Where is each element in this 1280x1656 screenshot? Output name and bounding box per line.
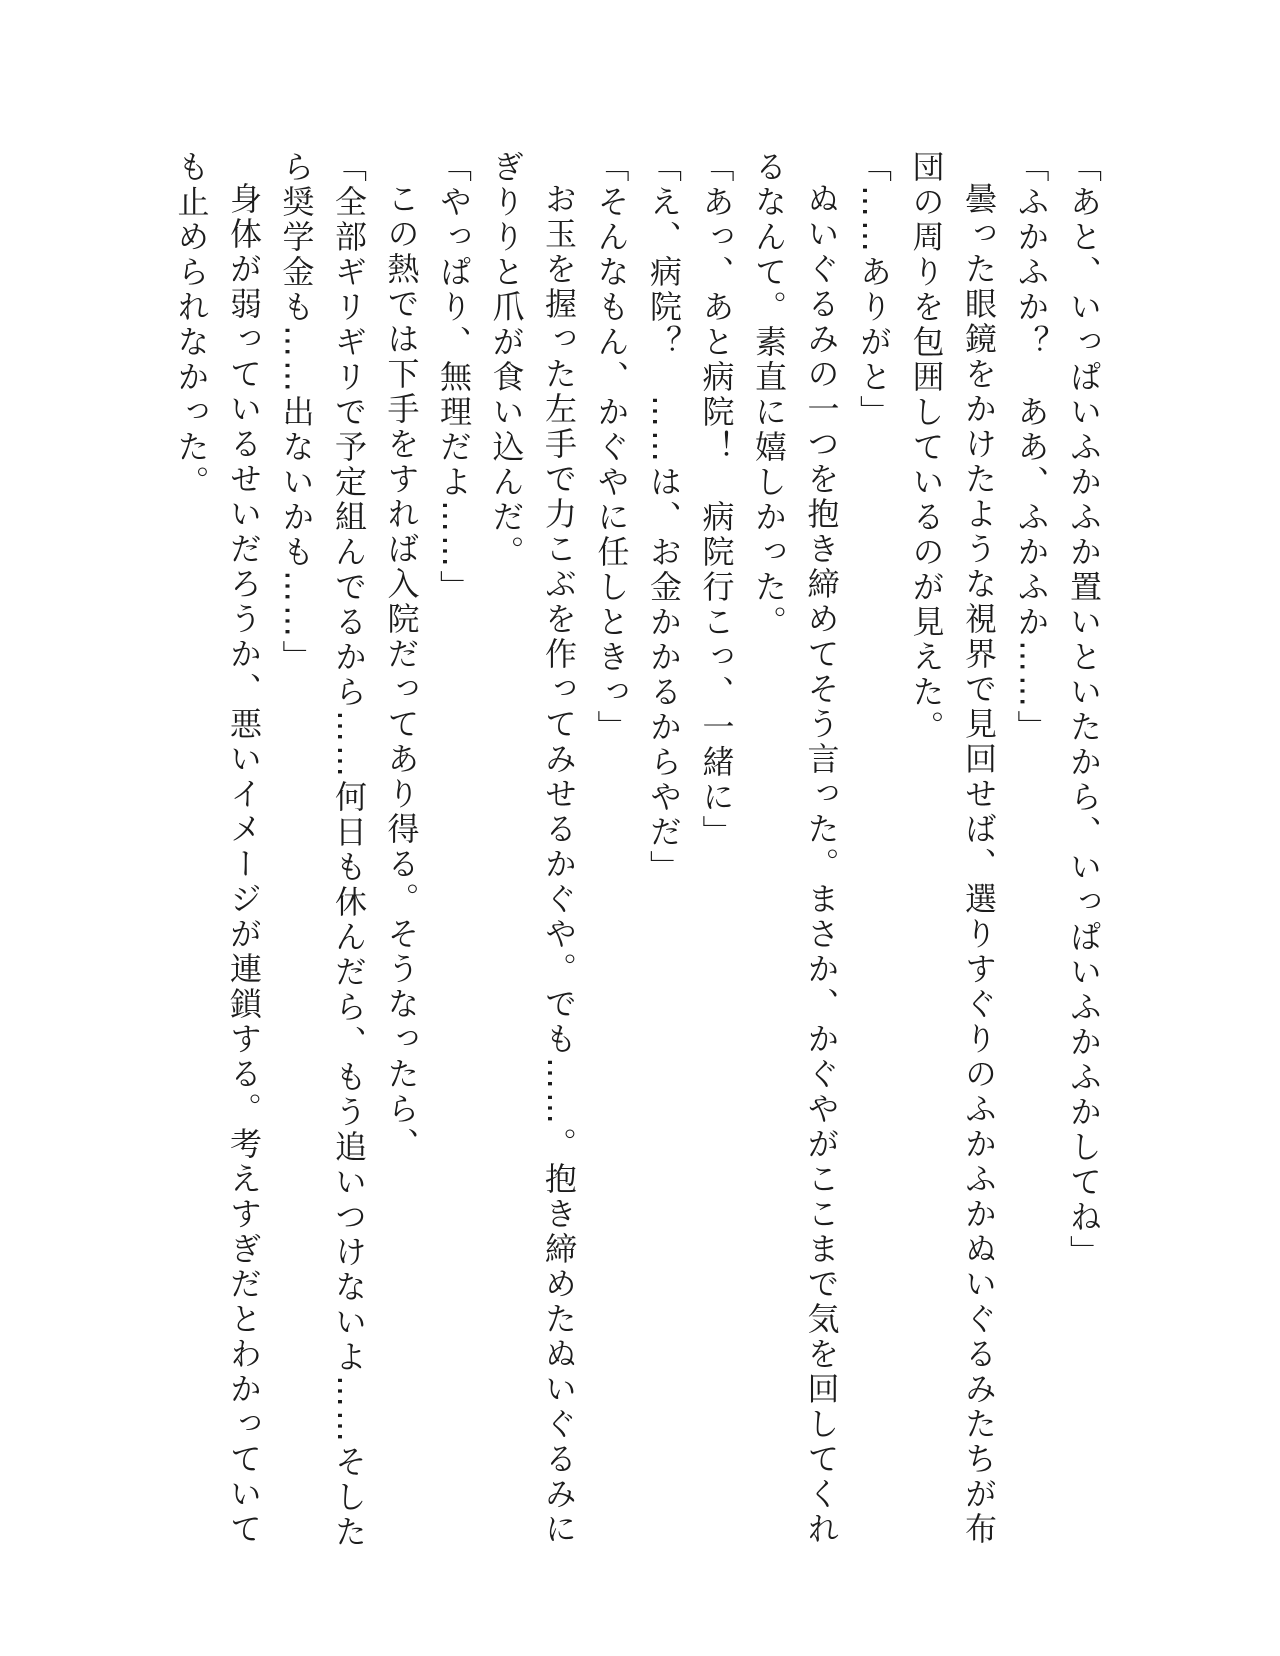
paragraph-6: 「あっ、あと病院！ 病院行こっ、一緒に」	[697, 150, 736, 850]
paragraph-2: 「ふかふか？ ああ、ふかふか……」	[1012, 150, 1051, 745]
paragraph-4: 「……ありがと」	[855, 150, 893, 430]
paragraph-1: 「あと、いっぱいふかふか置いといたから、いっぱいふかふかしてね」	[1065, 150, 1103, 1270]
paragraph-8: 「そんなもん、かぐやに任しときっ」	[592, 150, 631, 745]
paragraph-11: この熱では下手をすれば入院だってあり得る。そうなったら、	[382, 182, 421, 1162]
paragraph-9: お玉を握った左手で力こぶを作ってみせるかぐや。でも……。抱き締めたぬいぐるみにぎりりと爪が食い込んだ。	[487, 150, 578, 1547]
paragraph-3: 曇った眼鏡をかけたような視界で見回せば、選りすぐりのふかふかぬいぐるみたちが布団の周りを包囲しているのが見えた。	[907, 150, 998, 1547]
paragraph-5: ぬいぐるみの一つを抱き締めてそう言った。まさか、かぐやがここまで気を回してくれるなんて。素直に嬉しかった。	[750, 150, 841, 1547]
paragraph-7: 「え、病院？ ……は、お金かかるからやだ」	[645, 150, 683, 885]
paragraph-12: 「全部ギリギリで予定組んでるから……何日も休んだら、もう追いつけないよ……そしたら奨学金も……出ないかも……」	[277, 150, 368, 1550]
vertical-text-body	[150, 150, 1110, 1550]
paragraph-13: 身体が弱っているせいだろうか、悪いイメージが連鎖する。考えすぎだとわかっていても止められなかった。	[172, 150, 263, 1547]
paragraph-10: 「やっぱり、無理だよ……」	[435, 150, 473, 605]
